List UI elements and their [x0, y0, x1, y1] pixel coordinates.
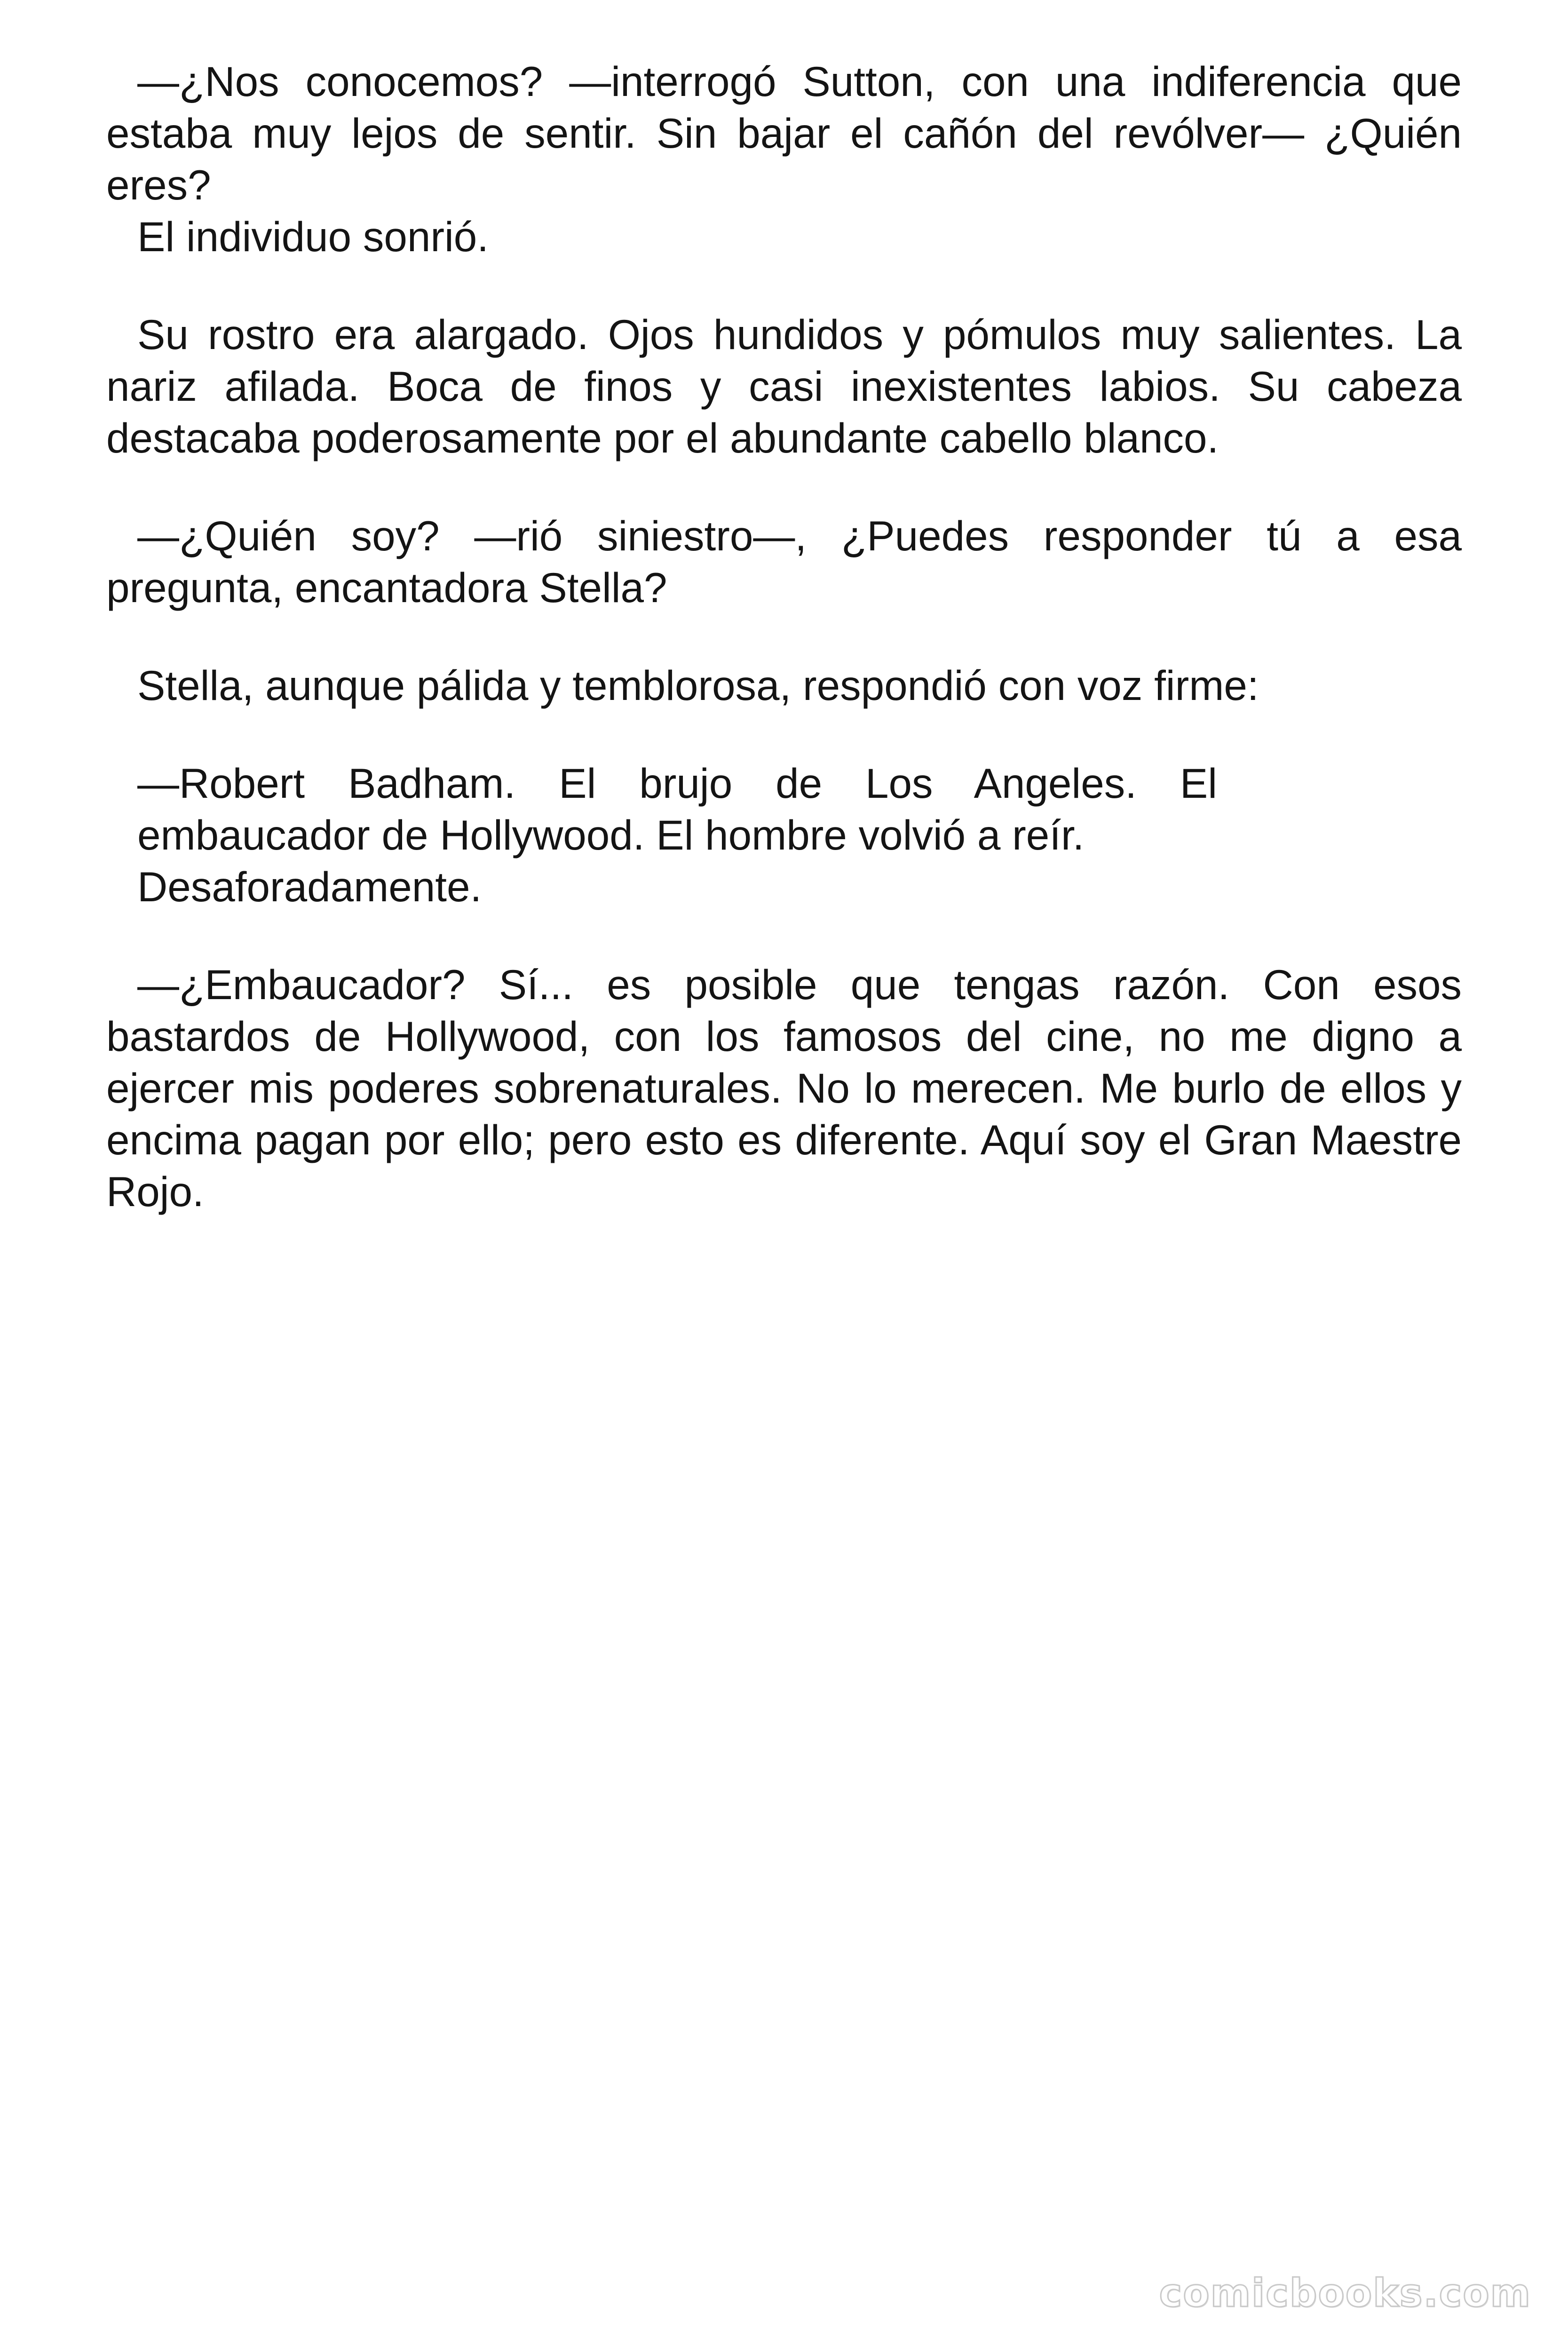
watermark-logo: comicbooks.com: [1159, 2271, 1531, 2316]
text-body: [106, 56, 1462, 1263]
paragraph-robert-badham: [106, 757, 1217, 913]
paragraph-who-am-i: —¿Quién soy? —rió siniestro—, ¿Puedes responder tú a esa pregunta, encantadora Stella?: [106, 512, 1462, 611]
paragraph-individual-smiled: El individuo sonrió.: [137, 213, 489, 260]
paragraph-embaucador: —¿Embaucador? Sí... es posible que tengas razón. Con esos bastardos de Hollywood, con los famosos del cine, no me digno a ejercer mis poderes sobrenaturales. No lo merecen. Me burlo de ellos y encima pagan por ello; pero esto es diferente. Aquí soy el Gran Maestre Rojo.: [106, 961, 1462, 1215]
badham-line-1: —Robert Badham. El brujo de Los Angeles. El: [137, 760, 1217, 807]
badham-line-3: Desaforadamente.: [137, 863, 482, 910]
paragraph-stella-response: Stella, aunque pálida y temblorosa, respondió con voz firme:: [137, 662, 1259, 709]
badham-line-2: embaucador de Hollywood. El hombre volvió a reír.: [137, 811, 1085, 858]
paragraph-sutton-question: —¿Nos conocemos? —interrogó Sutton, con una indiferencia que estaba muy lejos de sentir. Sin bajar el cañón del revólver— ¿Quién eres?: [106, 58, 1462, 208]
paragraph-face-description: Su rostro era alargado. Ojos hundidos y pómulos muy salientes. La nariz afilada. Boca de finos y casi inexistentes labios. Su cabeza destacaba poderosamente por el abundante cabello blanco.: [106, 311, 1462, 461]
